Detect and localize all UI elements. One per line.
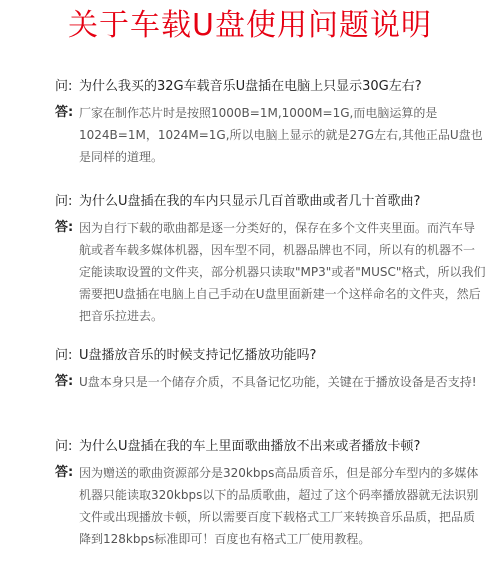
question-text-1: 为什么我买的32G车载音乐U盘插在电脑上只显示30G左右? — [79, 79, 422, 94]
question-prefix: 问: — [55, 79, 73, 94]
question-prefix: 问: — [55, 194, 73, 209]
question-4 — [0, 436, 500, 458]
answer-3 — [0, 371, 500, 393]
qa-item-3 — [0, 345, 500, 393]
answer-prefix: 答: — [55, 465, 74, 480]
question-prefix: 问: — [55, 348, 73, 363]
question-text-3: U盘播放音乐的时候支持记忆播放功能吗? — [79, 348, 317, 363]
answer-text-4: 因为赠送的歌曲资源部分是320kbps高品质音乐，但是部分车型内的多媒体机器只能读取320kbps以下的品质歌曲，超过了这个码率播放器就无法识别文件或出现播放卡顿，所以需要百度下载格式工厂来转换音乐品质，把品质降到128kbps标准即可！百度也有格式工厂使用教程。 — [79, 466, 479, 546]
question-1 — [0, 76, 500, 98]
question-text-2: 为什么U盘插在我的车内只显示几百首歌曲或者几十首歌曲? — [79, 194, 421, 209]
answer-4 — [0, 462, 500, 550]
answer-2 — [0, 217, 500, 327]
question-text-4: 为什么U盘插在我的车上里面歌曲播放不出来或者播放卡顿? — [79, 439, 421, 454]
qa-item-4 — [0, 436, 500, 550]
qa-item-1 — [0, 76, 500, 168]
answer-text-2: 因为自行下载的歌曲都是逐一分类好的，保存在多个文件夹里面。而汽车导航或者车载多媒体机器，因车型不同，机器品牌也不同，所以有的机器不一定能读取设置的文件夹，部分机器只读取"MP3"或者"MUSC"格式，所以我们需要把U盘插在电脑上自己手动在U盘里面新建一个这样命名的文件夹，然后把音乐拉进去。 — [79, 221, 486, 323]
question-prefix: 问: — [55, 439, 73, 454]
answer-prefix: 答: — [55, 220, 74, 235]
answer-1 — [0, 102, 500, 168]
question-2 — [0, 191, 500, 213]
answer-text-3: U盘本身只是一个储存介质，不具备记忆功能，关键在于播放设备是否支持! — [79, 375, 477, 389]
answer-prefix: 答: — [55, 105, 74, 120]
answer-text-1: 厂家在制作芯片时是按照1000B=1M,1000M=1G,而电脑运算的是1024B=1M，1024M=1G,所以电脑上显示的就是27G左右,其他正品U盘也是同样的道理。 — [79, 106, 483, 164]
question-3 — [0, 345, 500, 367]
qa-item-2 — [0, 191, 500, 327]
page-title: 关于车载U盘使用问题说明 — [68, 8, 432, 43]
answer-prefix: 答: — [55, 374, 74, 389]
